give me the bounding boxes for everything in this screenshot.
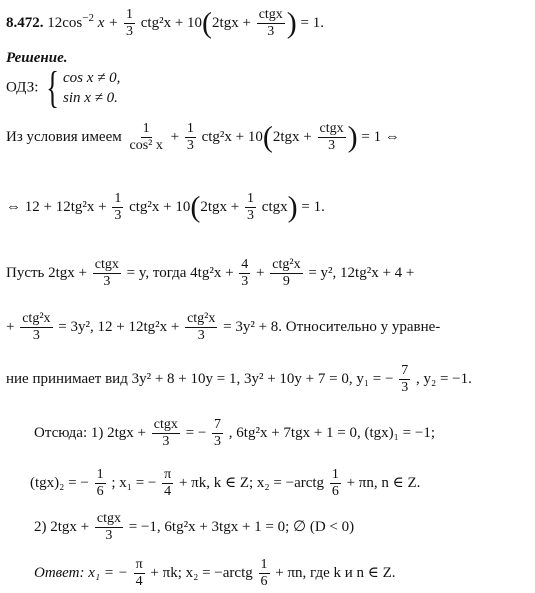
problem-rhs: = 1. <box>296 14 325 31</box>
text: ctg²x + 10 <box>201 128 263 145</box>
text: = y², 12tg²x + 4 + <box>308 264 415 281</box>
fraction: $\frac{\text{ctgx}}{3}$ <box>94 257 119 289</box>
equation-line-5 <box>6 364 472 395</box>
odz-block <box>6 63 121 112</box>
equation-line-4 <box>6 312 440 343</box>
text: + πn, где k и n ∈ Z. <box>275 564 396 581</box>
odz-condition-1: cos x ≠ 0, <box>63 70 121 86</box>
text: + πk, k ∈ Z; x₂ = −arctg <box>178 474 325 491</box>
fraction: $\frac{1}{3}$ <box>114 191 122 223</box>
fraction: $\frac{\text{ctgx}}{3}$ <box>153 417 178 449</box>
answer-label: Ответ: <box>34 564 85 581</box>
text: x₁ = − <box>84 564 128 581</box>
odz-system <box>63 68 120 108</box>
text: ctg²x + 10 <box>129 198 191 215</box>
text: = 3y², 12 + 12tg²x + <box>58 318 180 335</box>
text: (tgx)₂ = − <box>30 474 89 491</box>
text: = −1, 6tg²x + 3tgx + 1 = 0; ∅ (D < 0) <box>128 518 355 535</box>
text: = 1 ⇔ <box>357 128 400 145</box>
equation-line-8 <box>34 512 354 543</box>
text: 2tgx + <box>272 128 312 145</box>
equation-line-1: Из условия имеем $\frac{1}{\text{cos² x}}$ + $\frac{1}{3}$ ctg²x + 10(2tgx + $\frac{\text{ctgx}}{3}$ ) = 1 ⇔ <box>6 120 400 154</box>
fraction: $\frac{1}{3}$ <box>247 191 255 223</box>
text: = − <box>185 424 207 441</box>
fraction: $\frac{7}{3}$ <box>401 363 409 395</box>
fraction: $\frac{\text{ctgx}}{3}$ <box>96 511 121 543</box>
equation-line-2: ⇔ 12 + 12tg²x + $\frac{1}{3}$ ctg²x + 10(2tgx + $\frac{1}{3}$ ctgx) = 1. <box>6 190 325 224</box>
problem-number: 8.472. <box>6 14 44 31</box>
problem-lhs-mid: x + <box>93 14 119 31</box>
problem-statement: 8.472. $12\cos^{-2}$ x + $\frac{1}{3}$ ctg²x + 10(2tgx + $\frac{\text{ctgx}}{3}$ ) = 1. <box>6 6 325 40</box>
answer-line <box>34 558 396 589</box>
text: Из условия имеем <box>6 128 122 145</box>
fraction: $\frac{\text{ctgx}}{3}$ <box>258 7 283 39</box>
text: , 6tg²x + 7tgx + 1 = 0, (tgx)₁ = −1; <box>228 424 435 441</box>
fraction: $\frac{\text{ctg²x}}{3}$ <box>187 311 216 343</box>
problem-lhs-pre: 12cos <box>47 14 83 31</box>
odz-label: ОДЗ: <box>6 79 39 96</box>
text: = 3y² + 8. Относительно y уравне- <box>223 318 441 335</box>
text: = y, тогда 4tg²x + <box>126 264 234 281</box>
fraction: $\frac{1}{\text{cos² x}}$ <box>129 121 163 153</box>
fraction: $\frac{7}{3}$ <box>214 417 222 449</box>
text: ; x₁ = − <box>111 474 157 491</box>
problem-lhs-mid2: ctg²x + 10 <box>140 14 203 31</box>
text: 2) 2tgx + <box>34 518 90 535</box>
text: + <box>6 318 15 335</box>
odz-condition-2: sin x ≠ 0. <box>63 90 118 106</box>
fraction: $\frac{1}{6}$ <box>331 467 339 499</box>
equation-line-7 <box>30 468 420 499</box>
text: + <box>256 264 265 281</box>
fraction: $\frac{1}{6}$ <box>260 557 268 589</box>
text: + πk; x₂ = −arctg <box>150 564 253 581</box>
text: ⇔ 12 + 12tg²x + <box>6 198 107 215</box>
equation-line-3 <box>6 258 414 289</box>
text: Отсюда: 1) 2tgx + <box>34 424 147 441</box>
text: ctgx <box>261 198 288 215</box>
text: + <box>170 128 180 145</box>
fraction: $\frac{4}{3}$ <box>241 257 249 289</box>
text: , y₂ = −1. <box>415 370 472 387</box>
text: 2tgx + <box>200 198 240 215</box>
equation-line-6 <box>34 418 435 449</box>
fraction: $\frac{\pi}{4}$ <box>164 467 172 499</box>
brace-symbol: { <box>46 63 60 112</box>
fraction: $\frac{\text{ctgx}}{3}$ <box>319 121 344 153</box>
text: Пусть 2tgx + <box>6 264 88 281</box>
fraction: $\frac{1}{3}$ <box>126 7 133 39</box>
fraction: $\frac{\text{ctg²x}}{3}$ <box>22 311 51 343</box>
text: ние принимает вид 3y² + 8 + 10y = 1, 3y² + 10y + 7 = 0, y₁ = − <box>6 370 394 387</box>
solution-label: Решение. <box>6 50 68 66</box>
fraction: $\frac{1}{6}$ <box>96 467 104 499</box>
fraction: $\frac{\text{ctg²x}}{9}$ <box>272 257 301 289</box>
text: = 1. <box>297 198 325 215</box>
fraction: $\frac{\pi}{4}$ <box>135 557 143 589</box>
fraction: $\frac{1}{3}$ <box>186 121 194 153</box>
problem-exponent: −2 <box>82 11 94 24</box>
problem-paren-inner: 2tgx + <box>212 14 251 31</box>
text: + πn, n ∈ Z. <box>346 474 421 491</box>
